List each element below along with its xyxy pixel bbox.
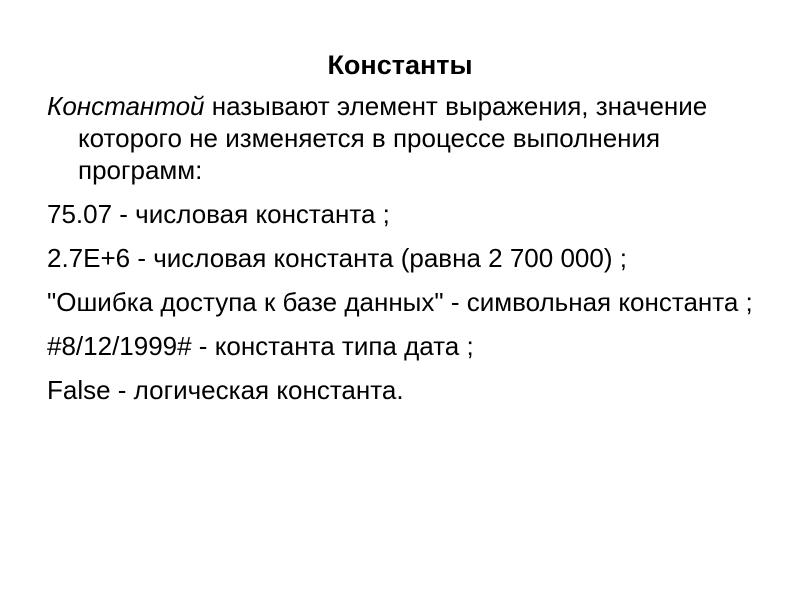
example-numeric: 75.07 - числовая константа ; xyxy=(47,199,390,229)
definition-term: Константой xyxy=(47,91,205,121)
example-numeric-exponent: 2.7E+6 - числовая константа (равна 2 700 000) ; xyxy=(47,243,627,273)
slide-title: Константы xyxy=(327,50,473,80)
example-boolean: False - логическая константа. xyxy=(47,375,404,405)
example-date: #8/12/1999# - константа типа дата ; xyxy=(47,331,474,361)
example-string: "Ошибка доступа к базе данных" - символьная константа ; xyxy=(47,287,753,317)
slide-body xyxy=(47,90,777,418)
definition-text: называют элемент выражения, значение которого не изменяется в процессе выполнения программ: xyxy=(78,91,708,185)
definition-paragraph xyxy=(47,90,777,186)
